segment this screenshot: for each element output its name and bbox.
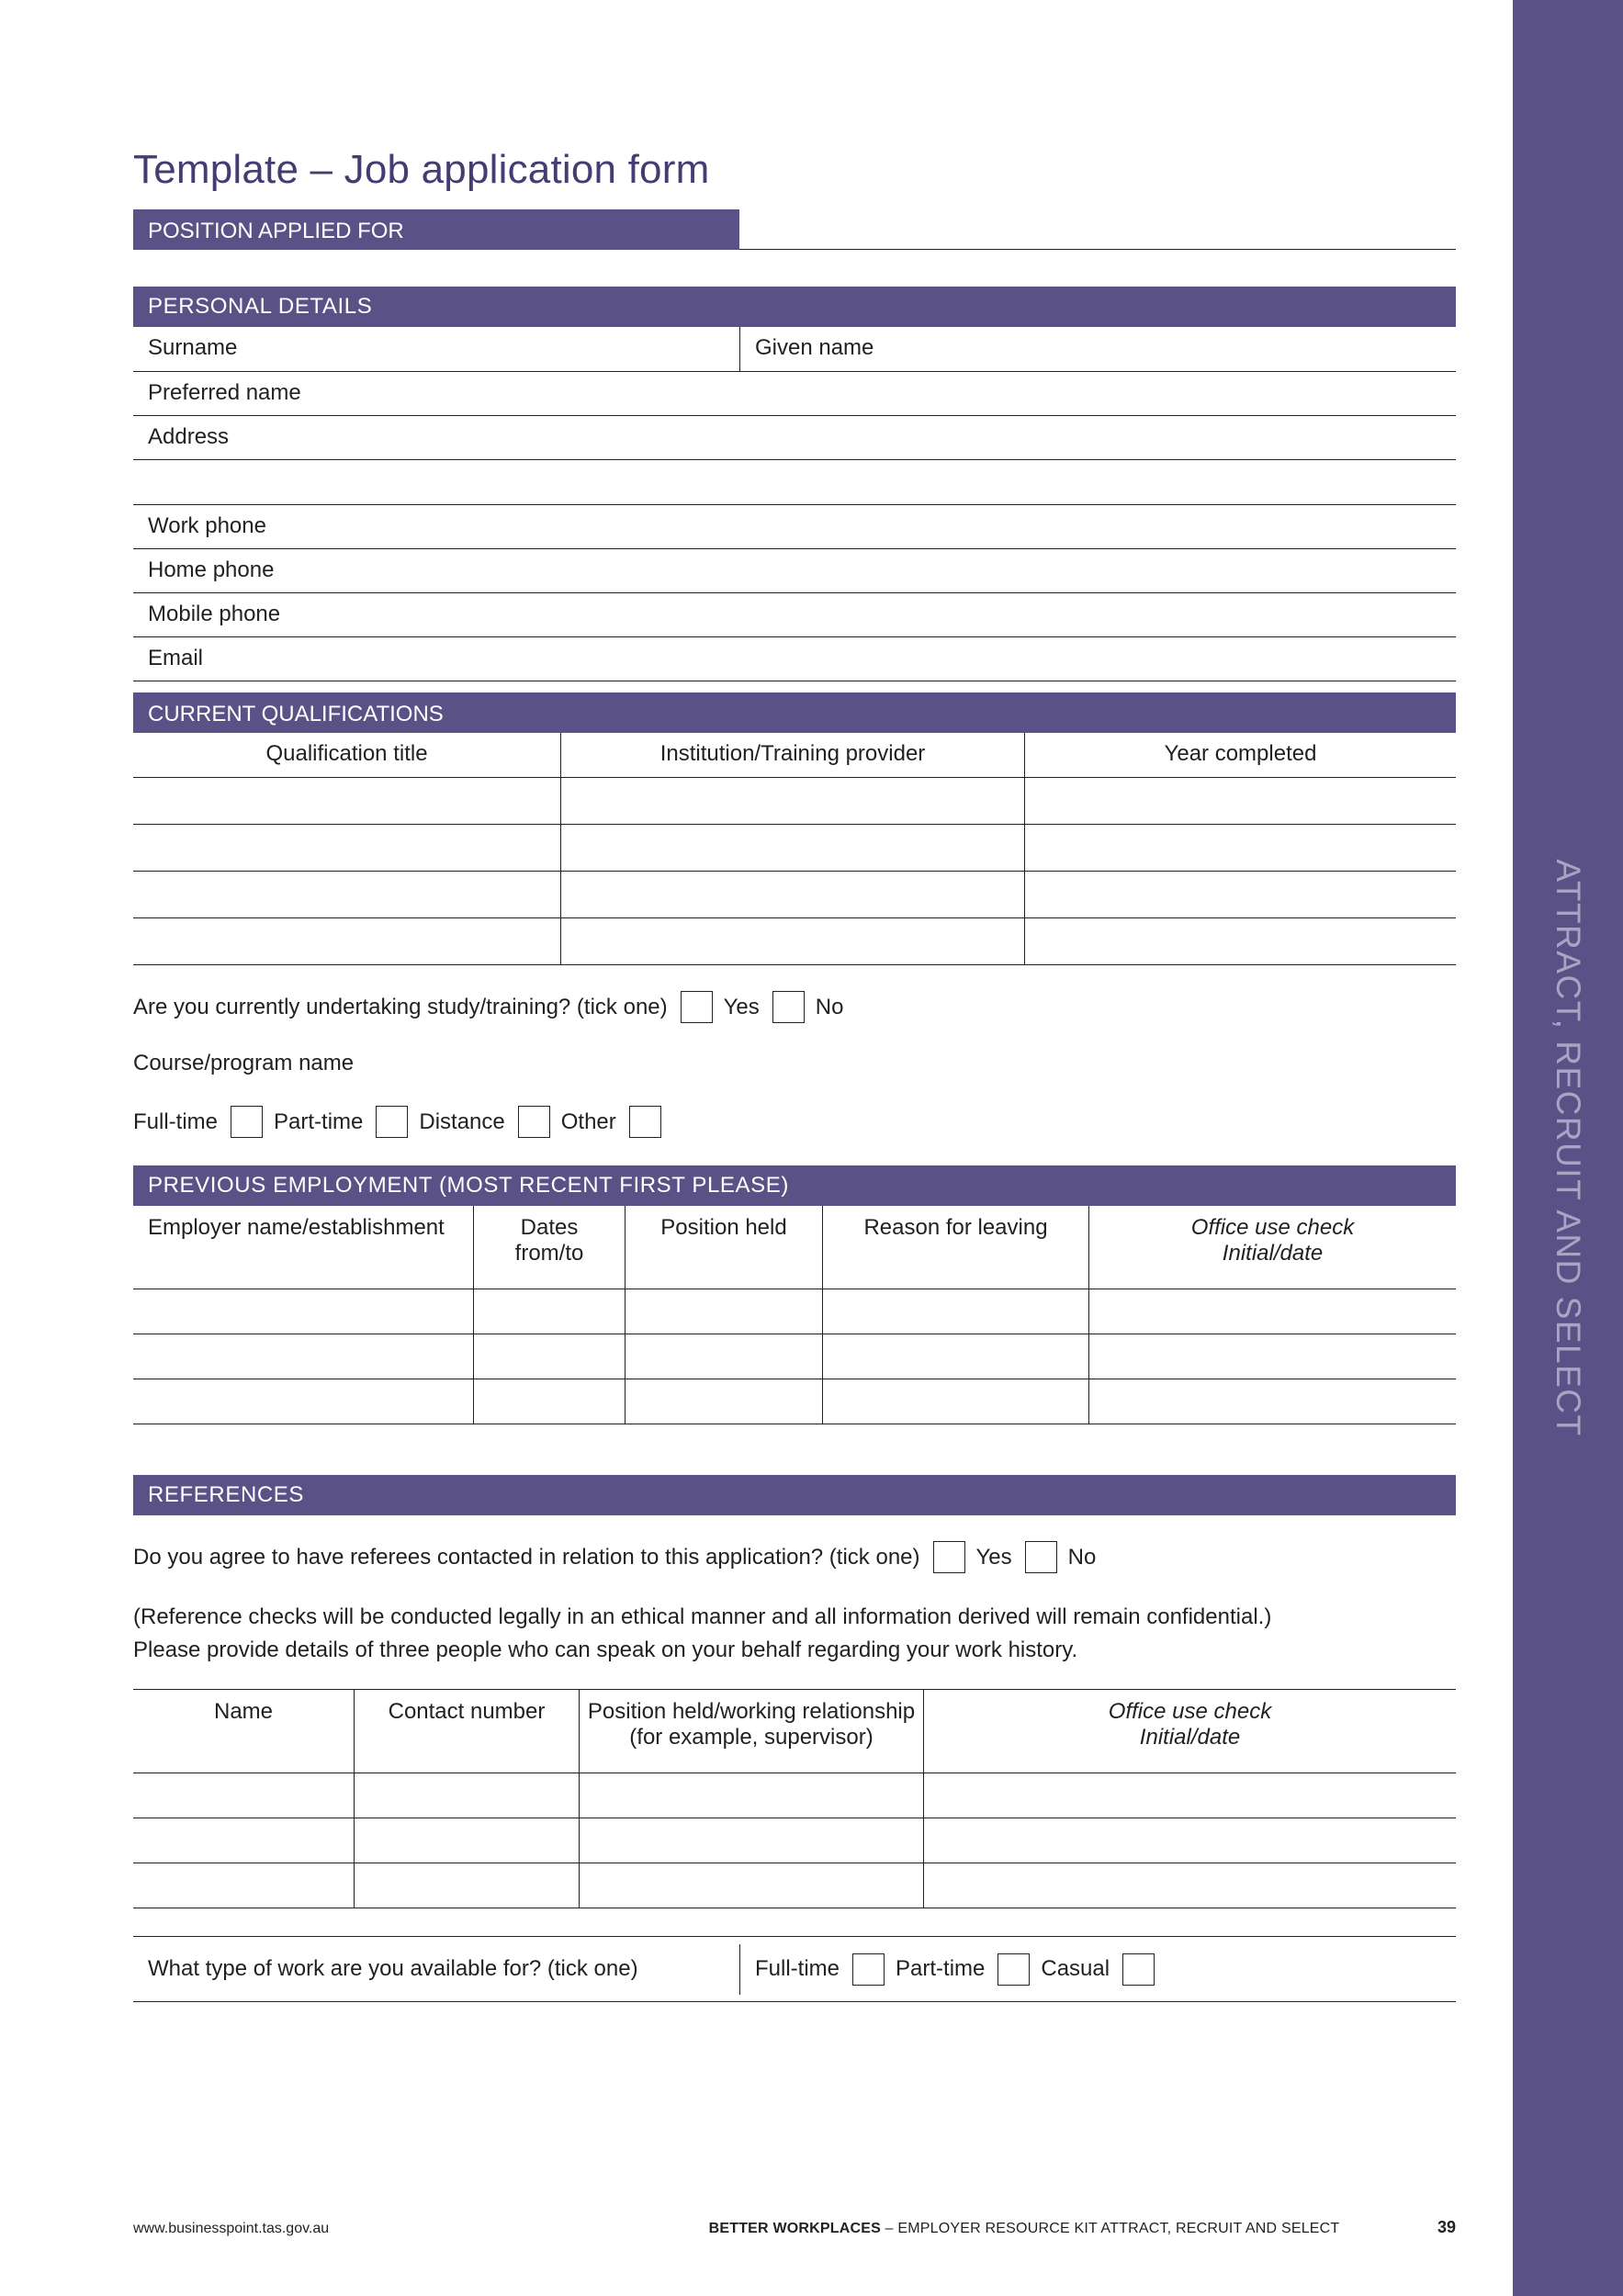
- study-question-row: [133, 991, 1456, 1023]
- previous-employment-heading: PREVIOUS EMPLOYMENT (MOST RECENT FIRST PLEASE): [133, 1165, 1456, 1206]
- footer-centre-text: [648, 2221, 1401, 2237]
- table-row[interactable]: [133, 1863, 1456, 1908]
- position-held-header: Position held: [625, 1206, 822, 1289]
- referee-office-use-header: [923, 1690, 1456, 1773]
- study-mode-parttime-checkbox[interactable]: [376, 1106, 408, 1138]
- table-row[interactable]: [133, 918, 1456, 965]
- work-phone-field[interactable]: Work phone: [133, 505, 1456, 549]
- referee-position-header-line1: Position held/working relationship: [587, 1699, 916, 1724]
- position-applied-for-label: POSITION APPLIED FOR: [133, 209, 739, 250]
- study-yes-checkbox[interactable]: [681, 991, 713, 1023]
- qualification-title-cell[interactable]: [133, 872, 560, 917]
- availability-parttime-label: Part-time: [896, 1956, 986, 1981]
- qualifications-heading-bar: [133, 692, 1456, 733]
- address-line-2[interactable]: [133, 460, 1456, 505]
- office-use-header-line1: Office use check: [1190, 1215, 1355, 1240]
- referee-contact-cell[interactable]: [354, 1773, 579, 1818]
- office-use-header-line2: Initial/date: [1222, 1241, 1324, 1266]
- year-cell[interactable]: [1024, 778, 1456, 824]
- position-applied-for-row: [133, 209, 1456, 250]
- study-mode-other-label: Other: [560, 1109, 616, 1134]
- referee-no-label: No: [1067, 1544, 1097, 1570]
- employer-name-cell[interactable]: [133, 1289, 473, 1334]
- office-use-cell[interactable]: [1088, 1379, 1456, 1424]
- position-held-cell[interactable]: [625, 1289, 822, 1334]
- referee-yes-checkbox[interactable]: [933, 1541, 965, 1573]
- dates-cell[interactable]: [473, 1379, 625, 1424]
- page-content: [133, 0, 1456, 2002]
- references-note-line2: Please provide details of three people who can speak on your behalf regarding your work history.: [133, 1638, 1078, 1662]
- year-cell[interactable]: [1024, 872, 1456, 917]
- email-field[interactable]: Email: [133, 637, 1456, 681]
- availability-fulltime-checkbox[interactable]: [852, 1953, 885, 1986]
- institution-cell[interactable]: [560, 825, 1024, 871]
- table-row[interactable]: [133, 1334, 1456, 1379]
- qualifications-heading-spacer-1: [560, 692, 1024, 733]
- referee-contact-cell[interactable]: [354, 1863, 579, 1908]
- availability-row: [133, 1936, 1456, 2002]
- availability-fulltime-label: Full-time: [755, 1956, 840, 1981]
- dates-cell[interactable]: [473, 1334, 625, 1379]
- page-title: Template – Job application form: [133, 147, 710, 192]
- referee-position-header-line2: (for example, supervisor): [629, 1725, 873, 1750]
- study-mode-distance-checkbox[interactable]: [518, 1106, 550, 1138]
- name-row: [133, 327, 1456, 372]
- table-row[interactable]: [133, 1818, 1456, 1863]
- study-yes-label: Yes: [723, 994, 760, 1019]
- referee-office-use-line1: Office use check: [1108, 1699, 1272, 1724]
- referee-position-header: [579, 1690, 923, 1773]
- study-mode-row: [133, 1106, 1456, 1138]
- table-row[interactable]: [133, 825, 1456, 872]
- referee-consent-row: [133, 1541, 1456, 1573]
- surname-field[interactable]: Surname: [148, 335, 238, 360]
- page-footer: [133, 2218, 1456, 2237]
- study-no-label: No: [815, 994, 844, 1019]
- referee-contact-header: Contact number: [354, 1690, 579, 1773]
- referee-name-cell[interactable]: [133, 1863, 354, 1908]
- employment-column-headers: [133, 1206, 1456, 1289]
- reason-for-leaving-header: Reason for leaving: [822, 1206, 1088, 1289]
- dates-cell[interactable]: [473, 1289, 625, 1334]
- study-mode-fulltime-checkbox[interactable]: [231, 1106, 263, 1138]
- dates-header: [473, 1206, 625, 1289]
- position-held-cell[interactable]: [625, 1379, 822, 1424]
- availability-casual-label: Casual: [1041, 1956, 1110, 1981]
- study-mode-parttime-label: Part-time: [274, 1109, 364, 1134]
- study-question-label: Are you currently undertaking study/training? (tick one): [133, 994, 668, 1019]
- year-cell[interactable]: [1024, 918, 1456, 964]
- referee-contact-cell[interactable]: [354, 1818, 579, 1863]
- course-program-field[interactable]: Course/program name: [133, 1051, 355, 1075]
- references-column-headers: [133, 1689, 1456, 1773]
- employer-name-cell[interactable]: [133, 1334, 473, 1379]
- dates-header-line1: Dates: [520, 1215, 579, 1240]
- employer-name-cell[interactable]: [133, 1379, 473, 1424]
- referee-position-cell[interactable]: [579, 1773, 923, 1818]
- referee-name-header: Name: [213, 1699, 274, 1724]
- dates-header-line2: from/to: [514, 1241, 584, 1266]
- qualification-title-cell[interactable]: [133, 778, 560, 824]
- table-row[interactable]: [133, 1379, 1456, 1424]
- availability-parttime-checkbox[interactable]: [997, 1953, 1030, 1986]
- referee-name-cell[interactable]: [133, 1818, 354, 1863]
- footer-centre-rest: – EMPLOYER RESOURCE KIT ATTRACT, RECRUIT AND SELECT: [881, 2221, 1340, 2236]
- institution-header: Institution/Training provider: [560, 733, 1024, 777]
- year-cell[interactable]: [1024, 825, 1456, 871]
- referee-yes-label: Yes: [975, 1544, 1012, 1570]
- side-tab: [1513, 0, 1623, 2296]
- qualifications-column-headers: [133, 733, 1456, 778]
- availability-options: [739, 1944, 1456, 1995]
- side-tab-label: ATTRACT, RECRUIT AND SELECT: [1550, 859, 1587, 1437]
- reason-cell[interactable]: [822, 1379, 1088, 1424]
- office-use-cell[interactable]: [1088, 1334, 1456, 1379]
- study-no-checkbox[interactable]: [772, 991, 805, 1023]
- office-use-cell[interactable]: [1088, 1289, 1456, 1334]
- given-name-field[interactable]: Given name: [739, 327, 1456, 371]
- referee-name-cell[interactable]: [133, 1773, 354, 1818]
- referee-position-cell[interactable]: [579, 1818, 923, 1863]
- referee-no-checkbox[interactable]: [1025, 1541, 1057, 1573]
- referee-position-cell[interactable]: [579, 1863, 923, 1908]
- preferred-name-field[interactable]: Preferred name: [133, 372, 1456, 416]
- table-row[interactable]: [133, 872, 1456, 918]
- position-applied-for-input[interactable]: [739, 209, 1456, 250]
- mobile-phone-field[interactable]: Mobile phone: [133, 593, 1456, 637]
- reason-cell[interactable]: [822, 1289, 1088, 1334]
- employer-name-header: Employer name/establishment: [148, 1215, 445, 1240]
- address-field[interactable]: Address: [133, 416, 1456, 460]
- qualifications-heading-spacer-2: [1024, 692, 1456, 733]
- table-row[interactable]: [133, 1289, 1456, 1334]
- qualification-title-cell[interactable]: [133, 918, 560, 964]
- position-held-cell[interactable]: [625, 1334, 822, 1379]
- study-mode-fulltime-label: Full-time: [133, 1109, 219, 1134]
- institution-cell[interactable]: [560, 918, 1024, 964]
- office-use-header: [1088, 1206, 1456, 1289]
- availability-casual-checkbox[interactable]: [1122, 1953, 1155, 1986]
- reason-cell[interactable]: [822, 1334, 1088, 1379]
- page-number: 39: [1437, 2218, 1456, 2236]
- referee-office-use-line2: Initial/date: [1139, 1725, 1241, 1750]
- table-row[interactable]: [133, 1773, 1456, 1818]
- availability-question: What type of work are you available for? (tick one): [148, 1956, 638, 1981]
- references-note-line1: (Reference checks will be conducted legally in an ethical manner and all information derived will remain confidential.): [133, 1604, 1272, 1629]
- study-mode-other-checkbox[interactable]: [629, 1106, 661, 1138]
- referee-office-use-cell[interactable]: [923, 1773, 1456, 1818]
- institution-cell[interactable]: [560, 872, 1024, 917]
- referee-consent-label: Do you agree to have referees contacted in relation to this application? (tick one): [133, 1544, 920, 1570]
- institution-cell[interactable]: [560, 778, 1024, 824]
- qualification-title-cell[interactable]: [133, 825, 560, 871]
- year-completed-header: Year completed: [1024, 733, 1456, 777]
- references-heading: REFERENCES: [133, 1475, 1456, 1515]
- footer-url[interactable]: www.businesspoint.tas.gov.au: [133, 2221, 330, 2236]
- home-phone-field[interactable]: Home phone: [133, 549, 1456, 593]
- personal-details-heading: PERSONAL DETAILS: [133, 287, 1456, 327]
- referee-office-use-cell[interactable]: [923, 1818, 1456, 1863]
- footer-centre-bold: BETTER WORKPLACES: [708, 2221, 881, 2236]
- table-row[interactable]: [133, 778, 1456, 825]
- qualification-title-header: Qualification title: [265, 741, 428, 766]
- referee-office-use-cell[interactable]: [923, 1863, 1456, 1908]
- qualifications-heading: CURRENT QUALIFICATIONS: [133, 692, 560, 733]
- study-mode-distance-label: Distance: [419, 1109, 505, 1134]
